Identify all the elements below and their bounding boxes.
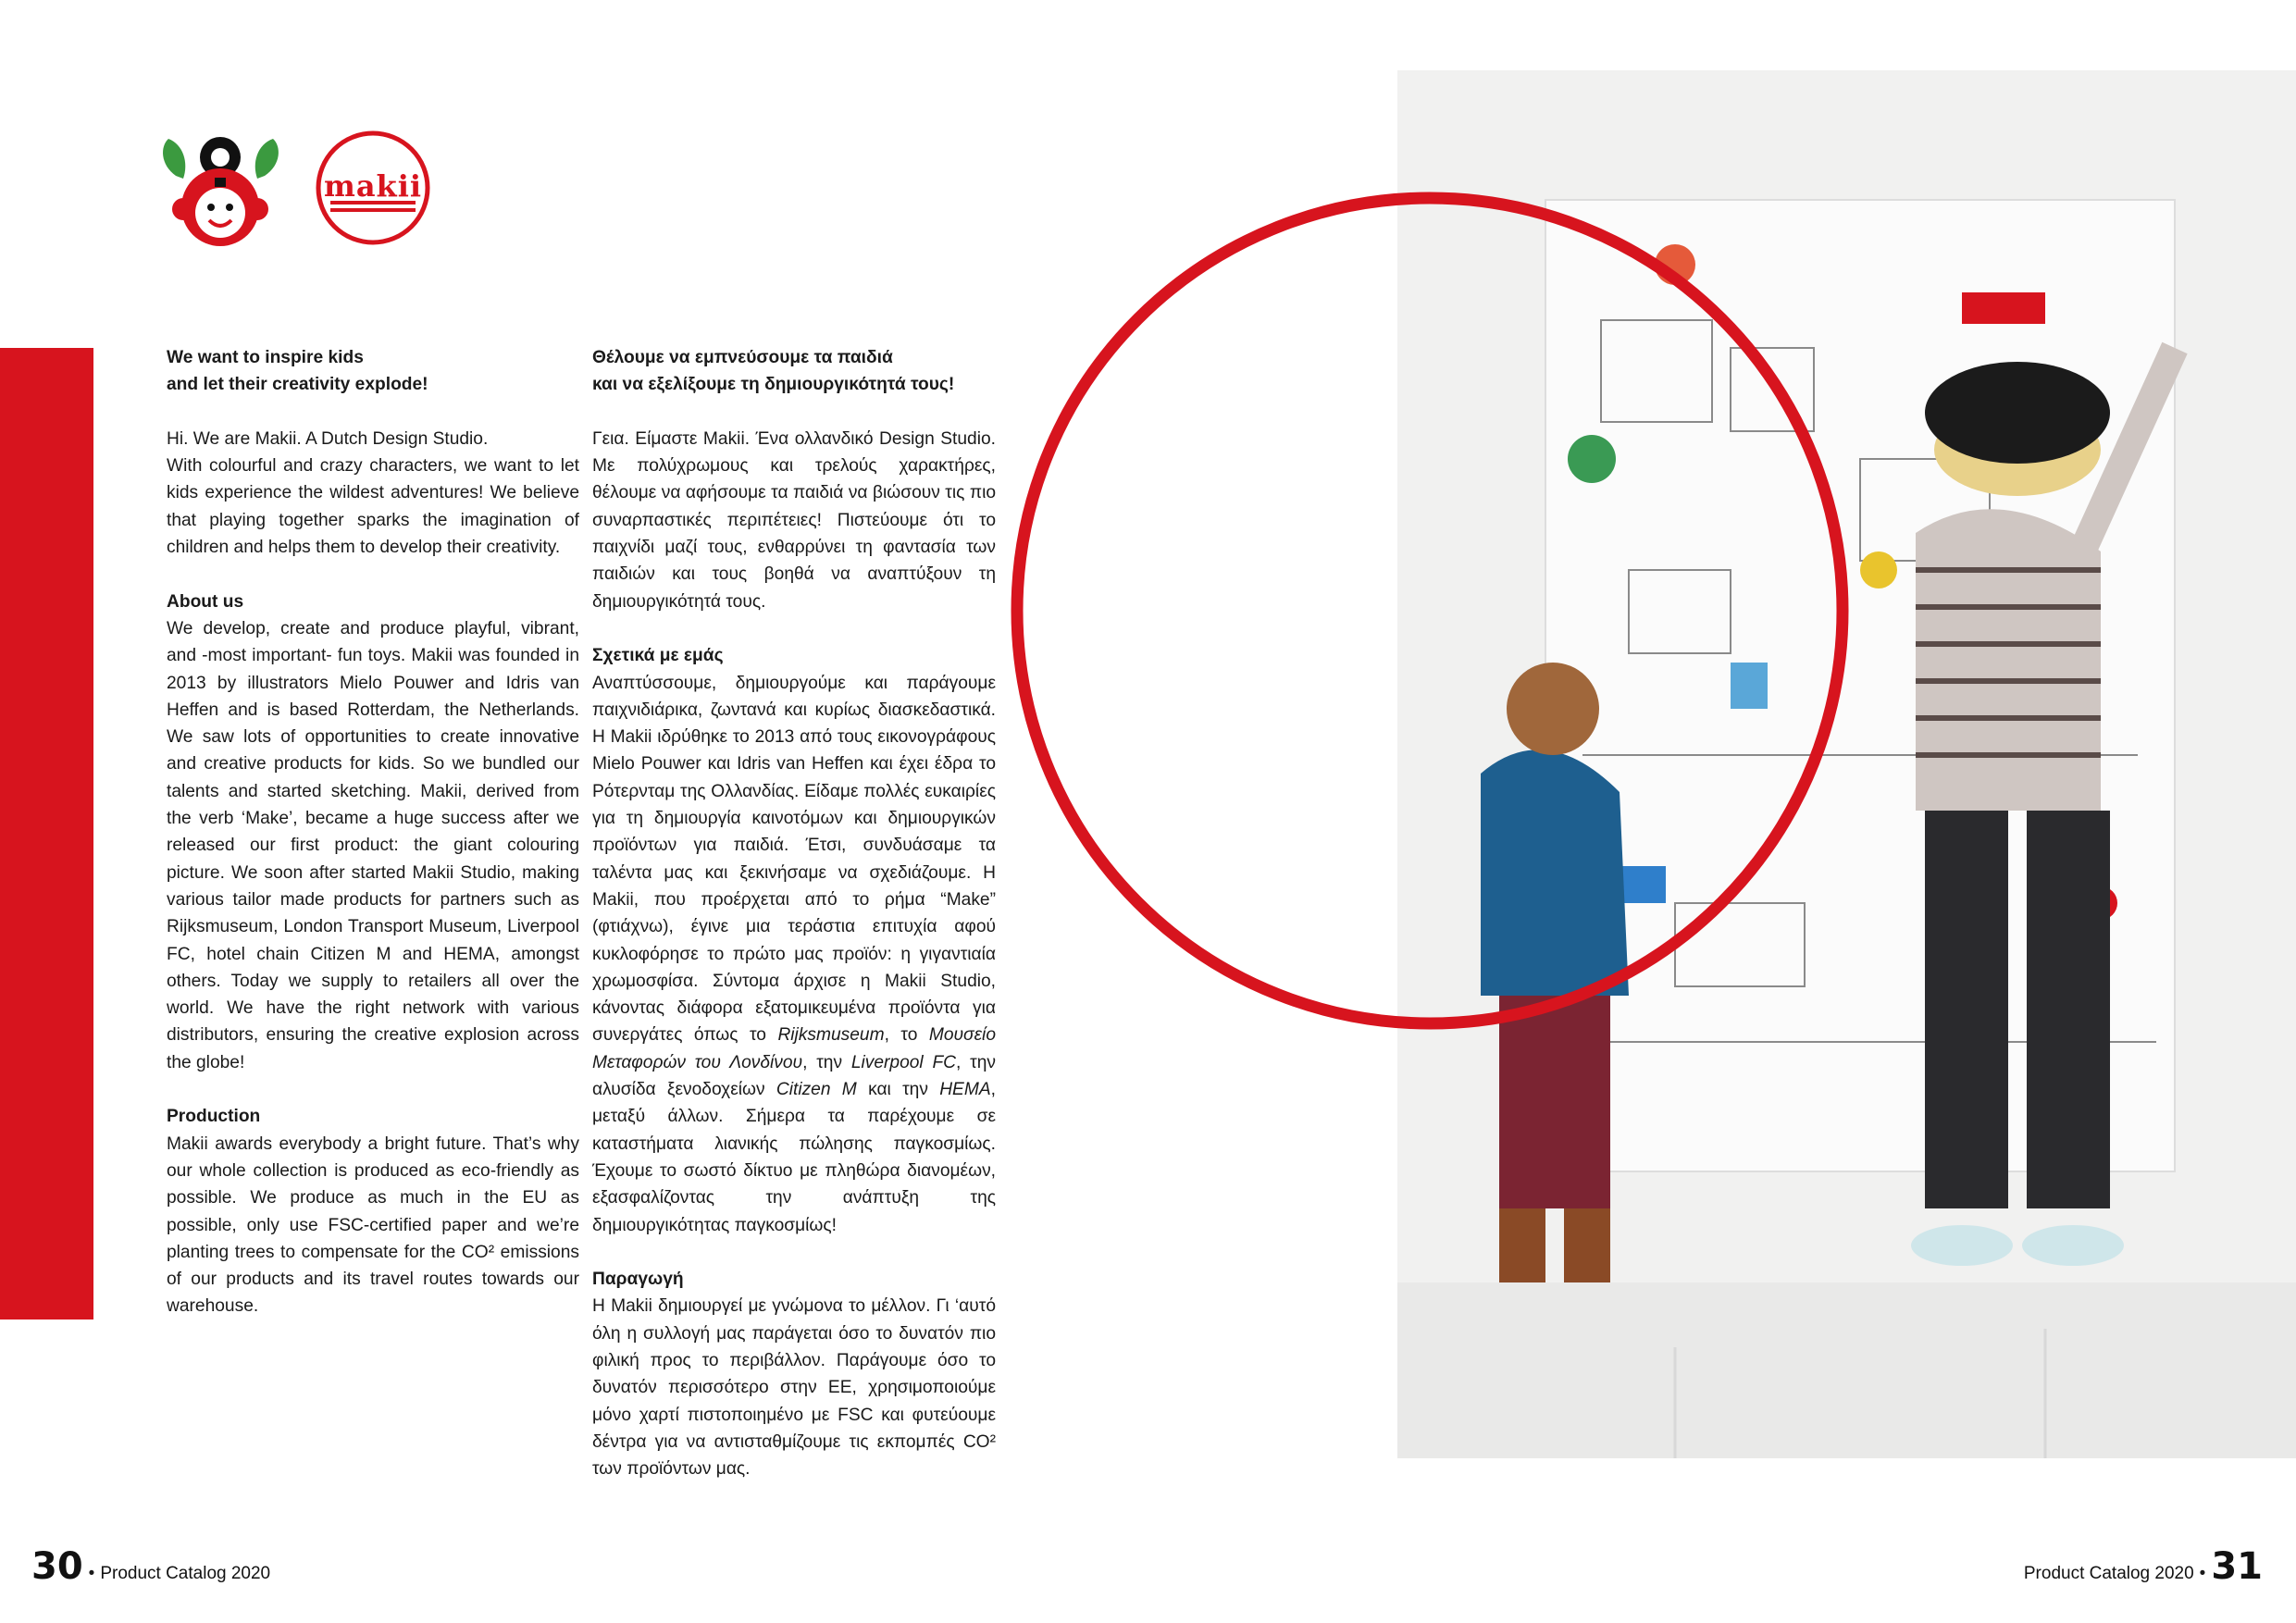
greek-about-body: Αναπτύσσουμε, δημιουργούμε και παράγουμε παιχνιδιάρικα, ζωντανά και κυρίως διασκεδαστικά. Η Makii ιδρύθηκε το 2013 από τους εικονογράφους Mielo Pouwer και Idris van Heffen και έχει έδρα το Ρότερνταμ της Ολλανδίας. Είδαμε πολλές ευκαιρίες για τη δημιουργία καινοτόμων και δημιουργικών προϊόντων για παιδιά. Έτσι, συνδυάσαμε τα ταλέντα μας και ξεκινήσαμε να σχεδιάζουμε. Η Makii, που προέρχεται από το ρήμα “Make” (φτιάχνω), έγινε μια τεράστια επιτυχία αφού κυκλοφόρησε το πρώτο μας προϊόν: η γιγαντιαία χρωμοσφίσα. Σύντομα άρχισε η Makii Studio, κάνοντας διάφορα εξατομικευμένα προϊόντα για συνεργάτες όπως το Rijksmuseum, το Μουσείο Μεταφορών του Λονδίνου, την Liverpool FC, την αλυσίδα ξενοδοχείων Citizen M και την HEMA, μεταξύ άλλων. Σήμερα τα παρέχουμε σε καταστήματα λιανικής πώλησης παγκοσμίως. Έχουμε το σωστό δίκτυο με πληθώρα διανομέων, εξασφαλίζοντας την ανάπτυξη της δημιουργικότητας παγκοσμίως! [592,673,996,1235]
english-intro-line: Hi. We are Makii. A Dutch Design Studio. [167,428,489,449]
english-title-line-2: and let their creativity explode! [167,375,428,395]
kids-coloring-photo [1397,70,2296,1458]
english-production-heading: Production [167,1107,261,1127]
footer-label-right: Product Catalog 2020 [2023,1564,2194,1583]
english-about-body: We develop, create and produce playful, vibrant, and -most important- fun toys. Makii was founded in 2013 by illustrators Mielo Pouwer and Idris van Heffen and is based Rotterdam, the Netherlands. We saw lots of opportunities to create innovative and creative products for kids. So we bundled our talents and started sketching. Makii, derived from the verb ‘Make’, became a huge success after we released our first product: the giant colouring picture. We soon after started Makii Studio, making various tailor made products for partners such as Rijksmuseum, London Transport Museum, Liverpool FC, hotel chain Citizen M and HEMA, amongst others. Today we supply to retailers all over the world. We have the right network with various distributors, ensuring the creative explosion across the globe! [167,618,579,1072]
footer-separator-left: • [88,1564,95,1583]
greek-column [592,344,996,1482]
footer-left [31,1545,270,1592]
logo-wordmark: makii [323,168,423,204]
footer-right [2024,1545,2263,1592]
greek-title-line-2: και να εξελίξουμε τη δημιουργικότητά τους! [592,375,955,395]
english-title-line-1: We want to inspire kids [167,348,364,367]
english-production-body: Makii awards everybody a bright future. That’s why our whole collection is produced as eco-friendly as possible. We produce as much in the EU as possible, only use FSC-certified paper and we’re planting trees to compensate for the CO² emissions of our products and its travel routes towards our warehouse. [167,1134,579,1317]
footer-separator-right: • [2199,1564,2206,1583]
photo-illustration-icon [1397,70,2296,1458]
red-accent-bar [0,348,93,1319]
greek-about-heading: Σχετικά με εμάς [592,646,724,666]
greek-intro-body: Γεια. Είμαστε Makii. Ένα ολλανδικό Design Studio. Με πολύχρωμους και τρελούς χαρακτήρες, θέλουμε να αφήσουμε τα παιδιά να βιώσουν τις πιο συναρπαστικές περιπέτειες! Πιστεύουμε ότι το παιχνίδι μαζί τους, ενθαρρύνει τη φαντασία των παιδιών και τους βοηθά να αναπτύξουν τη δημιουργικότητά τους. [592,428,996,612]
greek-production-body: Η Makii δημιουργεί με γνώμονα το μέλλον. Γι ‘αυτό όλη η συλλογή μας παράγεται όσο το δυνατόν πιο φιλική προς το περιβάλλον. Παράγουμε όσο το δυνατόν περισσότερο στην ΕΕ, χρησιμοποιούμε μόνο χαρτί πιστοποιημένο με FSC και φυτεύουμε δέντρα για να αντισταθμίζουμε τις εκπομπές CO² των προϊόντων μας. [592,1296,996,1480]
greek-title-line-1: Θέλουμε να εμπνεύσουμε τα παιδιά [592,348,893,367]
makii-wordmark-logo [310,128,440,248]
page-number-right: 31 [2211,1545,2263,1588]
english-about-heading: About us [167,591,244,612]
greek-production-heading: Παραγωγή [592,1270,684,1290]
english-intro-body: With colourful and crazy characters, we want to let kids experience the wildest adventures! We believe that playing together sparks the imagination of children and helps them to develop their creativity. [167,456,579,558]
page-number-left: 30 [31,1545,83,1588]
footer-label-left: Product Catalog 2020 [100,1564,271,1583]
english-column [167,344,579,1320]
